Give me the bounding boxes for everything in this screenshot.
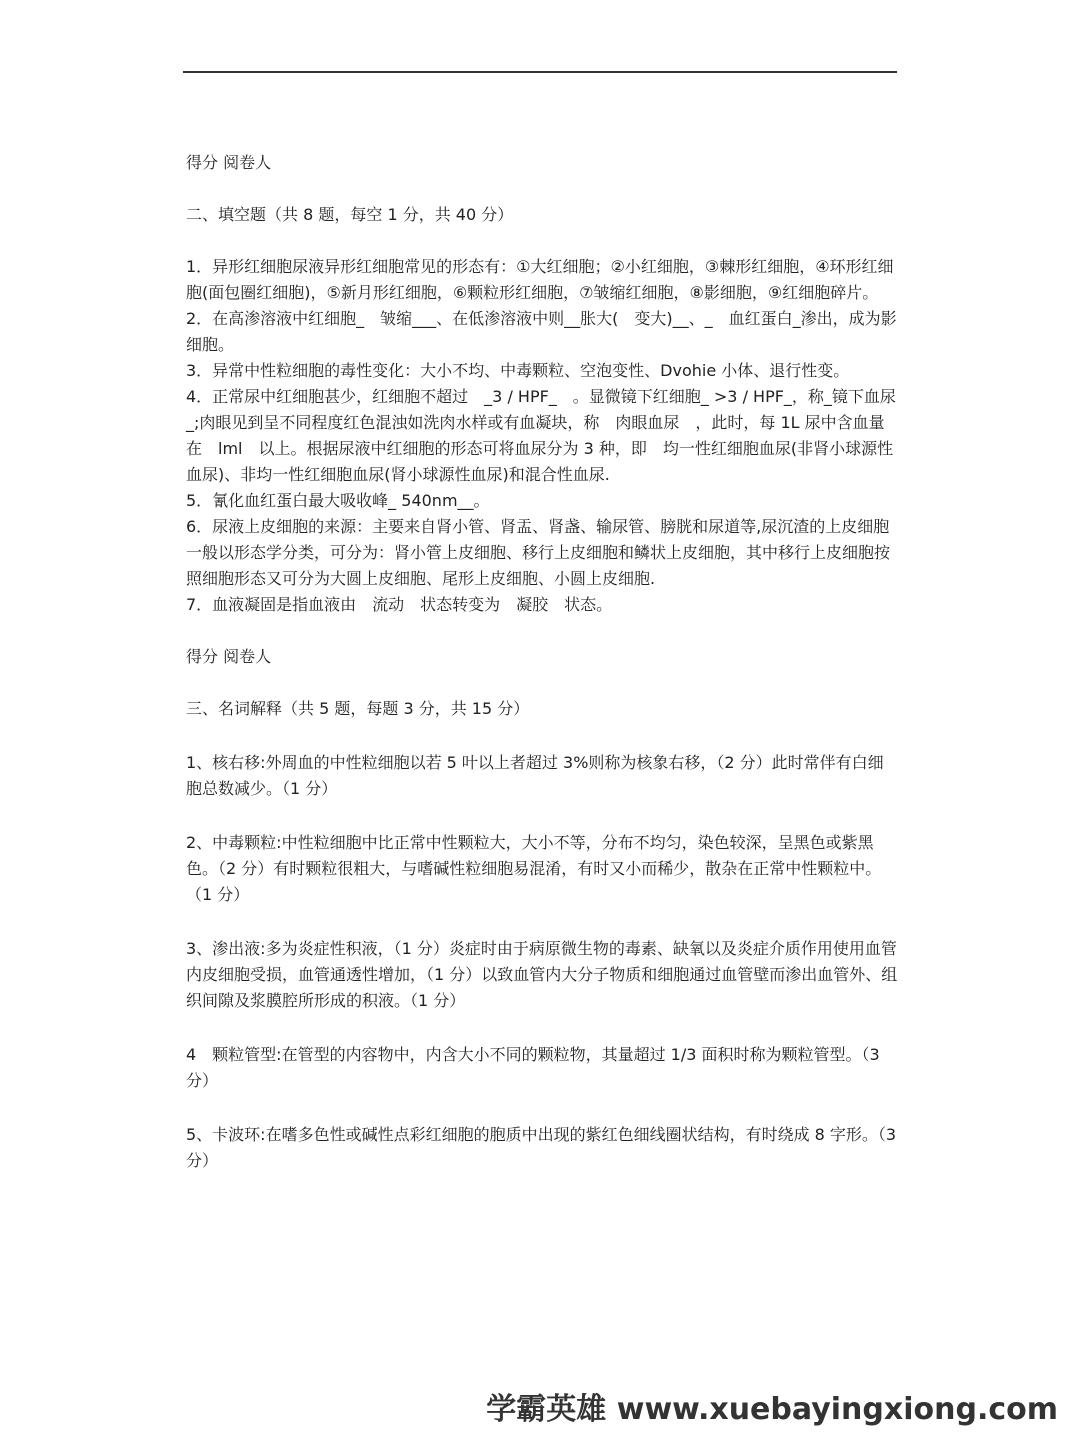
list-item: 2．在高渗溶液中红细胞_ 皱缩___、在低渗溶液中则__胀大( 变大)__、_ 血红蛋白_渗出，成为影细胞。 <box>186 309 897 354</box>
document-body <box>186 150 898 1174</box>
list-item: 5．氰化血红蛋白最大吸收峰_ 540nm__。 <box>186 491 490 510</box>
definition-item: 2、中毒颗粒:中性粒细胞中比正常中性颗粒大，大小不等，分布不均匀，染色较深，呈黑色或紫黑色。（2 分）有时颗粒很粗大，与嗜碱性粒细胞易混淆，有时又小而稀少，散杂在正常中性颗粒中。（1 分） <box>186 833 882 904</box>
section-heading: 三、名词解释（共 5 题，每题 3 分，共 15 分） <box>186 699 530 718</box>
definition-item: 5、卡波环:在嗜多色性或碱性点彩红细胞的胞质中出现的紫红色细线圈状结构，有时绕成 8 字形。（3 分） <box>186 1125 897 1170</box>
header-rule <box>183 71 897 73</box>
definition-item: 4 颗粒管型:在管型的内容物中，内含大小不同的颗粒物，其量超过 1/3 面积时称为颗粒管型。（3 分） <box>186 1045 880 1090</box>
section-heading: 二、填空题（共 8 题，每空 1 分，共 40 分） <box>186 205 514 224</box>
list-item: 4．正常尿中红细胞甚少，红细胞不超过 _3 / HPF_ 。显微镜下红细胞_ >3 / HPF_，称_镜下血尿_;肉眼见到呈不同程度红色混浊如洗肉水样或有血凝块，称 肉眼血尿 ，此时，每 1L 尿中含血量在 lml 以上。根据尿液中红细胞的形态可将血尿分为 3 种，即 均一性红细胞血尿(非肾小球源性血尿)、非均一性红细胞血尿(肾小球源性血尿)和混合性血尿. <box>186 387 896 484</box>
score-label: 得分 阅卷人 <box>186 647 272 666</box>
site-watermark: 学霸英雄 www.xuebayingxiong.com <box>486 1392 1058 1427</box>
score-label: 得分 阅卷人 <box>186 153 272 172</box>
list-item: 7．血液凝固是指血液由 流动 状态转变为 凝胶 状态。 <box>186 595 613 614</box>
list-item: 1．异形红细胞尿液异形红细胞常见的形态有：①大红细胞；②小红细胞，③棘形红细胞，④环形红细胞(面包圈红细胞)，⑤新月形红细胞，⑥颗粒形红细胞，⑦皱缩红细胞，⑧影细胞，⑨红细胞碎片。 <box>186 257 894 302</box>
definition-item: 1、核右移:外周血的中性粒细胞以若 5 叶以上者超过 3%则称为核象右移，（2 分）此时常伴有白细胞总数减少。（1 分） <box>186 753 884 798</box>
list-item: 6．尿液上皮细胞的来源：主要来自肾小管、肾盂、肾盏、输尿管、膀胱和尿道等,尿沉渣的上皮细胞一般以形态学分类，可分为：肾小管上皮细胞、移行上皮细胞和鳞状上皮细胞，其中移行上皮细胞按照细胞形态又可分为大圆上皮细胞、尾形上皮细胞、小圆上皮细胞. <box>186 517 891 588</box>
list-item: 3．异常中性粒细胞的毒性变化：大小不均、中毒颗粒、空泡变性、Dvohie 小体、退行性变。 <box>186 361 850 380</box>
definition-item: 3、渗出液:多为炎症性积液，（1 分）炎症时由于病原微生物的毒素、缺氧以及炎症介质作用使用血管内皮细胞受损，血管通透性增加，（1 分）以致血管内大分子物质和细胞通过血管壁而渗出血管外、组织间隙及浆膜腔所形成的积液。（1 分） <box>186 939 898 1010</box>
